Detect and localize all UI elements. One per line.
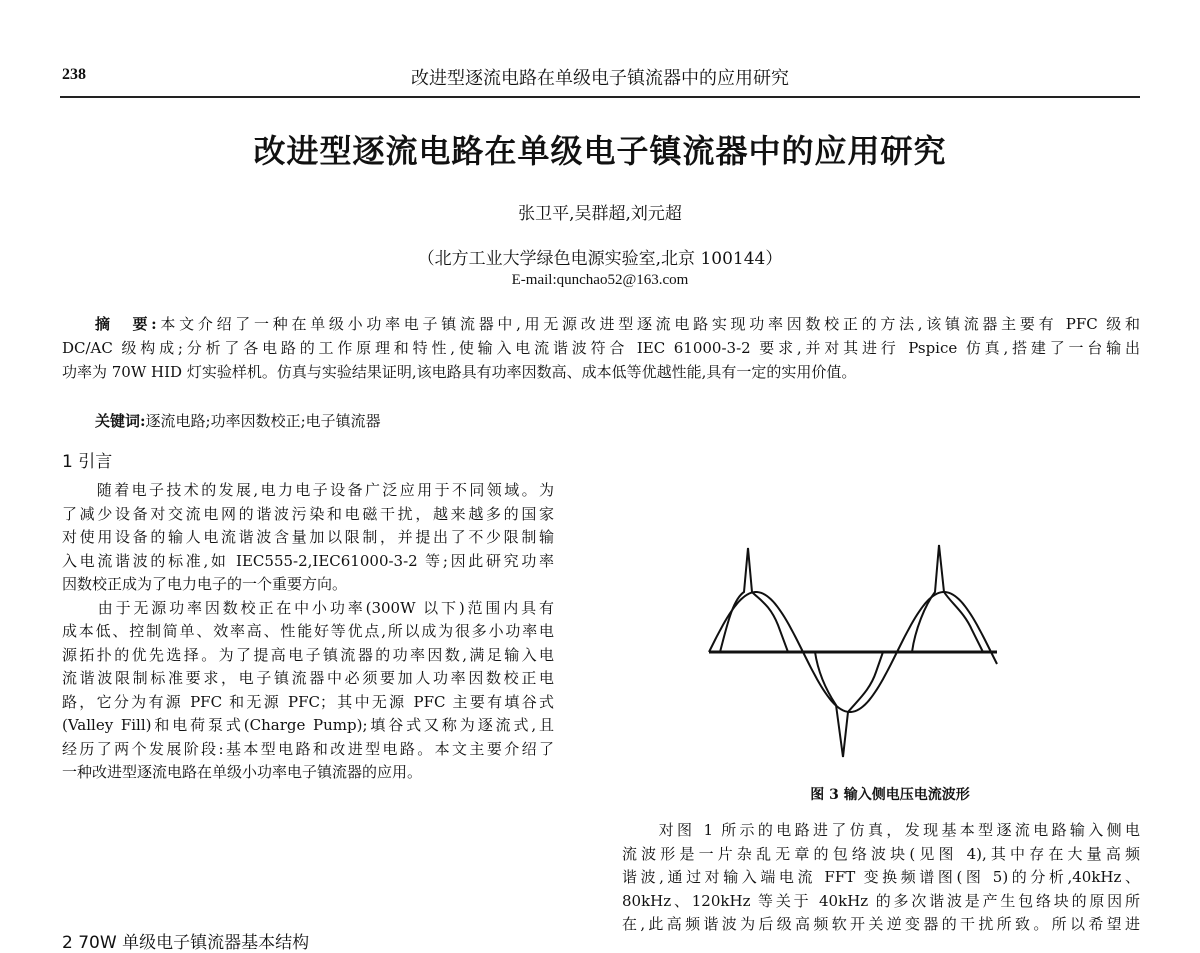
body-line: 对使用设备的输人电流谐波含量加以限制，并提出了不少限制输 — [62, 528, 554, 546]
abstract-line — [95, 314, 1140, 334]
paper-title: 改进型逐流电路在单级电子镇流器中的应用研究 — [253, 132, 947, 170]
header-rule — [60, 96, 1140, 98]
body-line: 谐波,通过对输入端电流 FFT 变换频谱图(图 5)的分析,40kHz、 — [622, 868, 1140, 886]
body-line: 入电流谐波的标准,如 IEC555-2,IEC61000-3-2 等;因此研究功率 — [62, 551, 554, 570]
body-line: 因数校正成为了电力电子的一个重要方向。 — [62, 575, 348, 593]
authors: 张卫平,吴群超,刘元超 — [518, 204, 682, 224]
keywords-label: 关键词: — [95, 412, 146, 430]
figure-3-waveform — [690, 470, 1020, 770]
abstract-line: 功率为 70W HID 灯实验样机。仿真与实验结果证明,该电路具有功率因数高、成本低等优越性能,具有一定的实用价值。 — [62, 363, 857, 381]
keywords-text: 逐流电路;功率因数校正;电子镇流器 — [145, 412, 381, 430]
keywords — [95, 410, 381, 431]
body-line: 随着电子技术的发展,电力电子设备广泛应用于不同领域。为 — [62, 481, 554, 499]
page-number: 238 — [62, 66, 86, 83]
body-line: 成本低、控制简单、效率高、性能好等优点,所以成为很多小功率电 — [62, 622, 554, 640]
email: E-mail:qunchao52@163.com — [511, 272, 689, 288]
body-line: 80kHz、120kHz 等关于 40kHz 的多次谐波是产生包络块的原因所 — [622, 891, 1140, 910]
body-line: 在,此高频谐波为后级高频软开关逆变器的干扰所致。所以希望进 — [622, 915, 1140, 933]
abstract-line: DC/AC 级构成;分析了各电路的工作原理和特性,使输入电流谐波符合 IEC 61000-3-2 要求,并对其进行 Pspice 仿真,搭建了一台输出 — [62, 339, 1140, 357]
running-title: 改进型逐流电路在单级电子镇流器中的应用研究 — [411, 68, 789, 89]
body-line: 由于无源功率因数校正在中小功率(300W 以下)范围内具有 — [62, 598, 554, 617]
figure-3-caption: 图 3 输入侧电压电流波形 — [810, 787, 970, 803]
body-line: 对图 1 所示的电路进了仿真，发现基本型逐流电路输入侧电 — [622, 821, 1140, 839]
body-line: 流波形是一片杂乱无章的包络波块(见图 4),其中存在大量高频 — [622, 844, 1140, 863]
body-line: 流谐波限制标准要求，电子镇流器中必须要加人功率因数校正电 — [62, 669, 554, 687]
abstract-label: 摘 要: — [95, 315, 157, 333]
body-line: 了减少设备对交流电网的谐波污染和电磁干扰，越来越多的国家 — [62, 504, 554, 523]
affiliation: （北方工业大学绿色电源实验室,北京 100144） — [417, 249, 783, 269]
body-line: (Valley Fill)和电荷泵式(Charge Pump);填谷式又称为逐流式,且 — [62, 716, 554, 734]
abstract-text: 本文介绍了一种在单级小功率电子镇流器中,用无源改进型逐流电路实现功率因数校正的方法,该镇流器主要有 PFC 级和 — [156, 315, 1140, 333]
body-line: 源拓扑的优先选择。为了提高电子镇流器的功率因数,满足输入电 — [62, 645, 554, 664]
body-line: 路，它分为有源 PFC 和无源 PFC；其中无源 PFC 主要有填谷式 — [62, 692, 554, 711]
section-2-heading: 2 70W 单级电子镇流器基本结构 — [62, 933, 310, 953]
body-line: 经历了两个发展阶段:基本型电路和改进型电路。本文主要介绍了 — [62, 739, 554, 758]
section-1-heading: 1 引言 — [62, 452, 113, 472]
body-line: 一种改进型逐流电路在单级小功率电子镇流器的应用。 — [62, 763, 423, 781]
